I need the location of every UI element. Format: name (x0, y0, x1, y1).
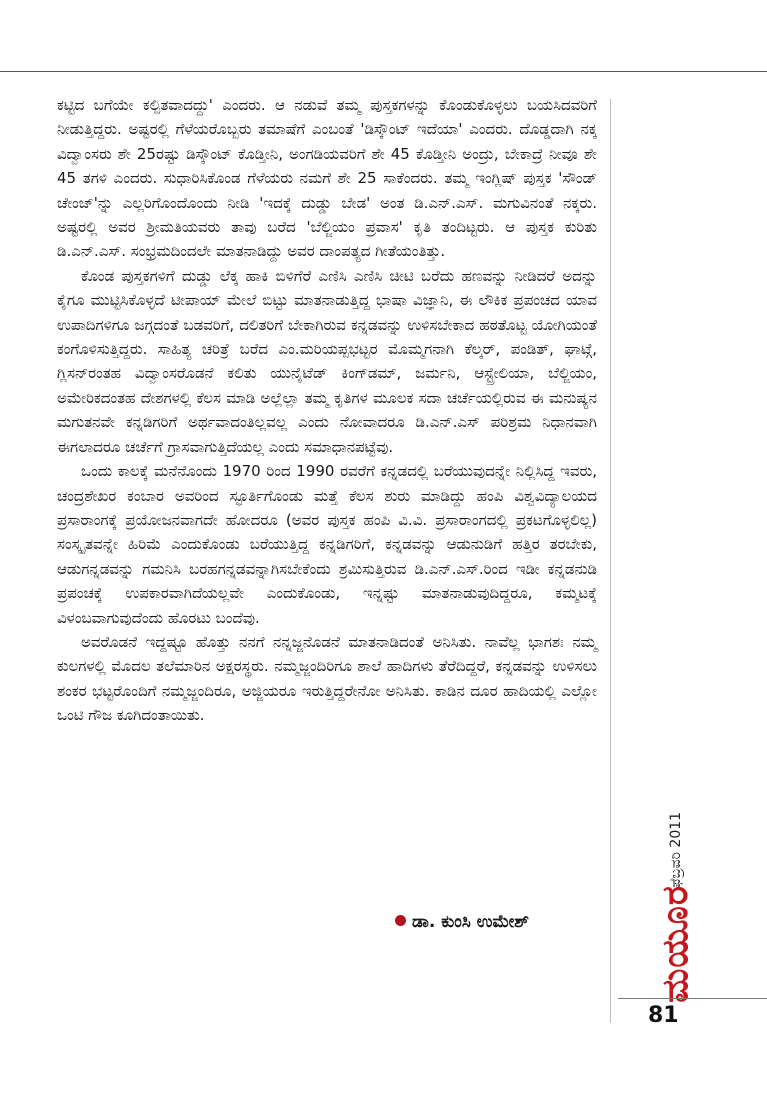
footer-rule (618, 998, 767, 999)
issue-date: ಫೆಬ್ರವರಿ 2011 (668, 811, 684, 889)
header-rule (0, 71, 767, 72)
paragraph-4: ಅವರೊಡನೆ ಇದ್ದಷ್ಟೂ ಹೊತ್ತು ನನಗೆ ನನ್ನಜ್ಜನೊಡನೆ ಮಾತನಾಡಿದಂತೆ ಅನಿಸಿತು. ನಾವೆಲ್ಲ ಭಾಗಶಃ ನಮ್ಮ ಕುಲಗಳಲ್ಲಿ ಮೊದಲ ತಲೆಮಾರಿನ ಅಕ್ಷರಸ್ಥರು. ನಮ್ಮಜ್ಜಂದಿರಿಗೂ ಶಾಲೆ ಹಾದಿಗಳು ತೆರೆದಿದ್ದರೆ, ಕನ್ನಡವನ್ನು ಉಳಿಸಲು ಶಂಕರ ಭಟ್ಟರೊಂದಿಗೆ ನಮ್ಮಜ್ಜಂದಿರೂ, ಅಜ್ಜಿಯರೂ ಇರುತ್ತಿದ್ದರೇನೋ ಅನಿಸಿತು. ಕಾಡಿನ ದೂರ ಹಾದಿಯಲ್ಲಿ ಎಲ್ಲೋ ಒಂಟಿ ಗೌಜ ಕೂಗಿದಂತಾಯಿತು. (57, 632, 597, 725)
author-name: ಡಾ. ಕುಂಸಿ ಉಮೇಶ್ (412, 912, 530, 932)
paragraph-3: ಒಂದು ಕಾಲಕ್ಕೆ ಮನೆನೊಂದು 1970 ರಿಂದ 1990 ರವರೆಗೆ ಕನ್ನಡದಲ್ಲಿ ಬರೆಯುವುದನ್ನೇ ನಿಲ್ಲಿಸಿದ್ದ ಇವರು, ಚಂದ್ರಶೇಖರ ಕಂಬಾರ ಅವರಿಂದ ಸ್ಫೂರ್ತಿಗೊಂಡು ಮತ್ತೆ ಕೆಲಸ ಶುರು ಮಾಡಿದ್ದು ಹಂಪಿ ವಿಶ್ವವಿದ್ಯಾಲಯದ ಪ್ರಸಾರಾಂಗಕ್ಕೆ ಪ್ರಯೋಜನವಾಗದೇ ಹೋದರೂ (ಅವರ ಪುಸ್ತಕ ಹಂಪಿ ವಿ.ವಿ. ಪ್ರಸಾರಾಂಗದಲ್ಲಿ ಪ್ರಕಟಗೊಳ್ಳಲಿಲ್ಲ) ಸಂಸ್ಕೃತವನ್ನೇ ಹಿರಿಮೆ ಎಂದುಕೊಂಡು ಬರೆಯುತ್ತಿದ್ದ ಕನ್ನಡಿಗರಿಗೆ, ಕನ್ನಡವನ್ನು ಆಡುನುಡಿಗೆ ಹತ್ತಿರ ತರಬೇಕು, ಆಡುಗನ್ನಡವನ್ನು ಗಮನಿಸಿ ಬರಹಗನ್ನಡವನ್ನಾಗಿಸಬೇಕೆಂದು ಶ್ರಮಿಸುತ್ತಿರುವ ಡಿ.ಎನ್.ಎಸ್.ರಿಂದ ಇಡೀ ಕನ್ನಡನುಡಿ ಪ್ರಪಂಚಕ್ಕೆ ಉಪಕಾರವಾಗಿದೆಯಲ್ಲವೇ ಎಂದುಕೊಂಡು, ಇನ್ನಷ್ಟು ಮಾತನಾಡುವುದಿದ್ದರೂ, ಕಮ್ಮಟಕ್ಕೆ ವಿಳಂಬವಾಗುವುದೆಂದು ಹೊರಟು ಬಂದೆವು. (57, 462, 597, 627)
paragraph-1: ಕಟ್ಟಿದ ಬಗೆಯೇ ಕಲ್ಪಿತವಾದದ್ದು' ಎಂದರು. ಆ ನಡುವೆ ತಮ್ಮ ಪುಸ್ತಕಗಳನ್ನು ಕೊಂಡುಕೊಳ್ಳಲು ಬಯಸಿದವರಿಗೆ ನೀಡುತ್ತಿದ್ದರು. ಅಷ್ಟರಲ್ಲಿ ಗೆಳೆಯರೊಬ್ಬರು ತಮಾಷೆಗೆ ಎಂಬಂತೆ 'ಡಿಸ್ಕೌಂಟ್ ಇದೆಯಾ' ಎಂದರು. ದೊಡ್ಡದಾಗಿ ನಕ್ಕ ವಿದ್ವಾಂಸರು ಶೇ 25ರಷ್ಟು ಡಿಸ್ಕೌಂಟ್ ಕೊಡ್ತೀನಿ, ಅಂಗಡಿಯವರಿಗೆ ಶೇ 45 ಕೊಡ್ತೀನಿ ಅಂದ್ರು, ಬೇಕಾದ್ರೆ ನೀವೂ ಶೇ 45 ತಗಳಿ ಎಂದರು. ಸುಧಾರಿಸಿಕೊಂಡ ಗೆಳೆಯರು ನಮಗೆ ಶೇ 25 ಸಾಕೆಂದರು. ತಮ್ಮ ಇಂಗ್ಲಿಷ್ ಪುಸ್ತಕ 'ಸೌಂಡ್ ಚೇಂಜ್'ನ್ನು ಎಲ್ಲರಿಗೊಂದೊಂದು ನೀಡಿ 'ಇದಕ್ಕೆ ದುಡ್ಡು ಬೇಡ' ಅಂತ ಡಿ.ಎನ್.ಎಸ್. ಮಗುವಿನಂತೆ ನಕ್ಕರು. ಅಷ್ಟರಲ್ಲಿ ಅವರ ಶ್ರೀಮತಿಯವರು ತಾವು ಬರೆದ 'ಬೆಲ್ಜಿಯಂ ಪ್ರವಾಸ' ಕೃತಿ ತಂದಿಟ್ಟರು. ಆ ಪುಸ್ತಕ ಕುರಿತು ಡಿ.ಎನ್.ಎಸ್. ಸಂಭ್ರಮದಿಂದಲೇ ಮಾತನಾಡಿದ್ದು ಅವರ ದಾಂಪತ್ಯದ ಗೀತೆಯಂತಿತ್ತು. (57, 96, 597, 261)
paragraph-2: ಕೊಂಡ ಪುಸ್ತಕಗಳಿಗೆ ದುಡ್ಡು ಲೆಕ್ಕ ಹಾಕಿ ಬಿಳಿಗೆರೆ ಎಣಿಸಿ ಎಣಿಸಿ ಚೀಟಿ ಬರೆದು ಹಣವನ್ನು ನೀಡಿದರೆ ಅದನ್ನು ಕೈಗೂ ಮುಟ್ಟಿಸಿಕೊಳ್ಳದೆ ಟೀಪಾಯ್ ಮೇಲೆ ಬಿಟ್ಟು ಮಾತನಾಡುತ್ತಿದ್ದ ಭಾಷಾ ವಿಜ್ಞಾನಿ, ಈ ಲೌಕಿಕ ಪ್ರಪಂಚದ ಯಾವ ಉಪಾದಿಗಳಿಗೂ ಜಗ್ಗದಂತೆ ಬಡವರಿಗೆ, ದಲಿತರಿಗೆ ಬೇಕಾಗಿರುವ ಕನ್ನಡವನ್ನು ಉಳಿಸಬೇಕಾದ ಹಠತೊಟ್ಟ ಯೋಗಿಯಂತೆ ಕಂಗೊಳಿಸುತ್ತಿದ್ದರು. ಸಾಹಿತ್ಯ ಚರಿತ್ರೆ ಬರೆದ ಎಂ.ಮರಿಯಪ್ಪಭಟ್ಟರ ಮೊಮ್ಮಗನಾಗಿ ಕೆಲ್ಕರ್, ಪಂಡಿತ್, ಘಾಟ್ಗೆ, ಗ್ಲಿಸನ್‌ರಂತಹ ವಿದ್ವಾಂಸರೊಡನೆ ಕಲಿತು ಯುನೈಟೆಡ್ ಕಿಂಗ್‌ಡಮ್, ಜರ್ಮನಿ, ಆಸ್ಟ್ರೇಲಿಯಾ, ಬೆಲ್ಜಿಯಂ, ಅಮೇರಿಕದಂತಹ ದೇಶಗಳಲ್ಲಿ ಕೆಲಸ ಮಾಡಿ ಅಲ್ಲೆಲ್ಲಾ ತಮ್ಮ ಕೃತಿಗಳ ಮೂಲಕ ಸದಾ ಚರ್ಚೆಯಲ್ಲಿರುವ ಈ ಮನುಷ್ಯನ ಮಗುತನವೇ ಕನ್ನಡಿಗರಿಗೆ ಅರ್ಥವಾದಂತಿಲ್ಲವಲ್ಲ ಎಂದು ನೋವಾದರೂ ಡಿ.ಎನ್.ಎಸ್ ಪರಿಶ್ರಮ ನಿಧಾನವಾಗಿ ಈಗಲಾದರೂ ಚರ್ಚೆಗೆ ಗ್ರಾಸವಾಗುತ್ತಿದೆಯಲ್ಲ ಎಂದು ಸಮಾಧಾನಪಟ್ಟೆವು. (57, 266, 597, 456)
author-byline (395, 912, 605, 932)
magazine-logo: ಮಯೂರ (655, 885, 696, 1003)
bullet-dot-icon (395, 915, 406, 926)
page-number: 81 (648, 1003, 679, 1028)
article-body (57, 93, 597, 728)
column-divider (610, 99, 611, 1023)
